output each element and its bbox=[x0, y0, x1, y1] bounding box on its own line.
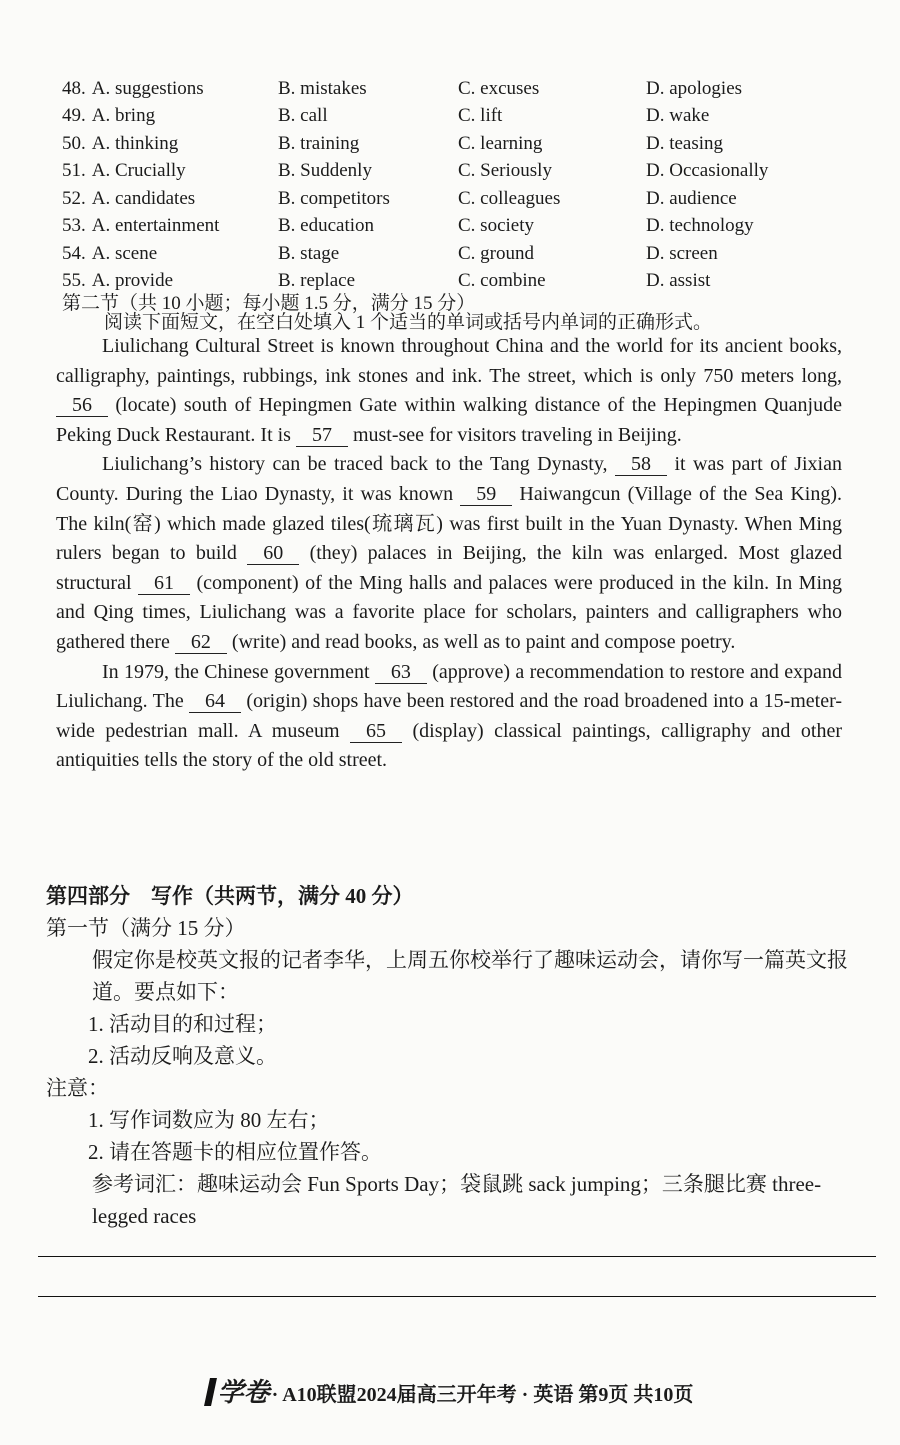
option-c: C. excuses bbox=[458, 77, 540, 99]
option-row-52 bbox=[62, 182, 882, 210]
question-number: 55. bbox=[62, 270, 86, 291]
option-a: A. thinking bbox=[91, 132, 179, 154]
option-a: A. bring bbox=[91, 105, 156, 126]
option-a: A. Crucially bbox=[91, 160, 186, 181]
option-c: C. combine bbox=[458, 270, 546, 291]
option-a: A. provide bbox=[91, 270, 174, 291]
footer-text: · A10联盟2024届高三开年考 · 英语 第9页 共10页 bbox=[271, 1384, 694, 1406]
blank-61: 61 bbox=[138, 572, 190, 595]
option-c: C. ground bbox=[458, 242, 534, 264]
blank-60: 60 bbox=[247, 542, 299, 565]
blank-63: 63 bbox=[375, 661, 427, 684]
writing-point: 2. 活动反响及意义。 bbox=[88, 1044, 277, 1068]
question-number: 53. bbox=[62, 215, 86, 236]
option-row-51 bbox=[62, 155, 882, 183]
option-c: C. Seriously bbox=[458, 160, 552, 181]
option-d: D. Occasionally bbox=[646, 160, 769, 181]
option-row-50 bbox=[62, 127, 882, 155]
question-number: 51. bbox=[62, 160, 86, 181]
option-d: D. assist bbox=[646, 270, 711, 291]
option-c: C. learning bbox=[458, 132, 543, 154]
note-item: 1. 写作词数应为 80 左右； bbox=[88, 1108, 330, 1132]
option-d: D. apologies bbox=[646, 77, 743, 99]
options-grid bbox=[62, 72, 882, 292]
question-number: 50. bbox=[62, 132, 86, 154]
question-number: 48. bbox=[62, 77, 86, 99]
blank-64: 64 bbox=[189, 690, 241, 713]
part4-heading: 第四部分 写作（共两节，满分 40 分） bbox=[46, 884, 414, 908]
blank-59: 59 bbox=[460, 483, 512, 506]
passage bbox=[56, 332, 842, 776]
question-number: 54. bbox=[62, 242, 86, 264]
option-d: D. audience bbox=[646, 187, 737, 209]
option-row-53 bbox=[62, 210, 882, 238]
blank-62: 62 bbox=[175, 631, 227, 654]
writing-task: 假定你是校英文报的记者李华，上周五你校举行了趣味运动会，请你写一篇英文报道。要点如下： bbox=[92, 948, 848, 1004]
reference-vocabulary: 参考词汇：趣味运动会 Fun Sports Day；袋鼠跳 sack jumping；三条腿比赛 three-legged races bbox=[92, 1172, 822, 1228]
option-b: B. education bbox=[278, 215, 375, 236]
blank-58: 58 bbox=[615, 453, 667, 476]
option-d: D. wake bbox=[646, 105, 710, 126]
option-c: C. society bbox=[458, 215, 534, 236]
option-row-54 bbox=[62, 237, 882, 265]
answer-line bbox=[38, 1296, 876, 1297]
option-b: B. stage bbox=[278, 242, 340, 264]
option-d: D. screen bbox=[646, 242, 718, 264]
writing-point: 1. 活动目的和过程； bbox=[88, 1012, 277, 1036]
option-c: C. lift bbox=[458, 105, 503, 126]
writing-section bbox=[46, 880, 866, 1232]
question-number: 49. bbox=[62, 105, 86, 126]
page-footer bbox=[0, 1372, 900, 1409]
answer-line bbox=[38, 1256, 876, 1257]
option-c: C. colleagues bbox=[458, 187, 561, 209]
note-label: 注意： bbox=[46, 1076, 109, 1100]
option-a: A. entertainment bbox=[91, 215, 220, 236]
option-a: A. scene bbox=[91, 242, 158, 264]
option-b: B. training bbox=[278, 132, 360, 154]
option-b: B. replace bbox=[278, 270, 356, 291]
section2-instruction: 阅读下面短文，在空白处填入 1 个适当的单词或括号内单词的正确形式。 bbox=[104, 312, 713, 333]
option-a: A. candidates bbox=[91, 187, 196, 209]
passage-paragraph-1: Liulichang Cultural Street is known throughout China and the world for its ancient books, calligraphy, paintings, rubbings, ink stones and ink. The street, which is only 750 meters long, 56 (locate) south of Hepingmen Gate within walking distance of the Hepingmen Quanjude Peking Duck Restaurant. It is 57 must-see for visitors traveling in Beijing. bbox=[56, 335, 842, 446]
part4-subheading: 第一节（满分 15 分） bbox=[46, 916, 246, 940]
option-d: D. technology bbox=[646, 215, 754, 236]
option-a: A. suggestions bbox=[91, 77, 204, 99]
logo-mark-icon bbox=[204, 1378, 217, 1406]
passage-paragraph-3: In 1979, the Chinese government 63 (approve) a recommendation to restore and expand Liulichang. The 64 (origin) shops have been restored and the road broadened into a 15-meter-wide pedestrian mall. A museum 65 (display) classical paintings, calligraphy and other antiquities tells the story of the old street. bbox=[56, 660, 843, 772]
passage-paragraph-2: Liulichang’s history can be traced back to the Tang Dynasty, 58 it was part of Jixian County. During the Liao Dynasty, it was known 59 Haiwangcun (Village of the Sea King). The kiln(窑) which made glazed tiles(琉璃瓦) was first built in the Yuan Dynasty. When Ming rulers began to build 60 (they) palaces in Beijing, the kiln was enlarged. Most glazed structural 61 (component) of the Ming halls and palaces were produced in the kiln. In Ming and Qing times, Liulichang was a favorite place for scholars, painters and calligraphers who gathered there 62 (write) and read books, as well as to paint and compose poetry. bbox=[56, 453, 843, 653]
section2-heading: 第二节（共 10 小题；每小题 1.5 分，满分 15 分） bbox=[62, 293, 476, 314]
option-row-48 bbox=[62, 72, 882, 100]
option-b: B. call bbox=[278, 105, 328, 126]
blank-56: 56 bbox=[56, 394, 108, 417]
note-item: 2. 请在答题卡的相应位置作答。 bbox=[88, 1140, 382, 1164]
option-d: D. teasing bbox=[646, 132, 724, 154]
blank-65: 65 bbox=[350, 720, 402, 743]
blank-57: 57 bbox=[296, 424, 348, 447]
option-b: B. competitors bbox=[278, 187, 390, 209]
option-row-49 bbox=[62, 100, 882, 128]
option-b: B. mistakes bbox=[278, 77, 367, 99]
option-b: B. Suddenly bbox=[278, 160, 372, 181]
publisher-logo: 学卷 bbox=[217, 1378, 270, 1407]
question-number: 52. bbox=[62, 187, 86, 209]
